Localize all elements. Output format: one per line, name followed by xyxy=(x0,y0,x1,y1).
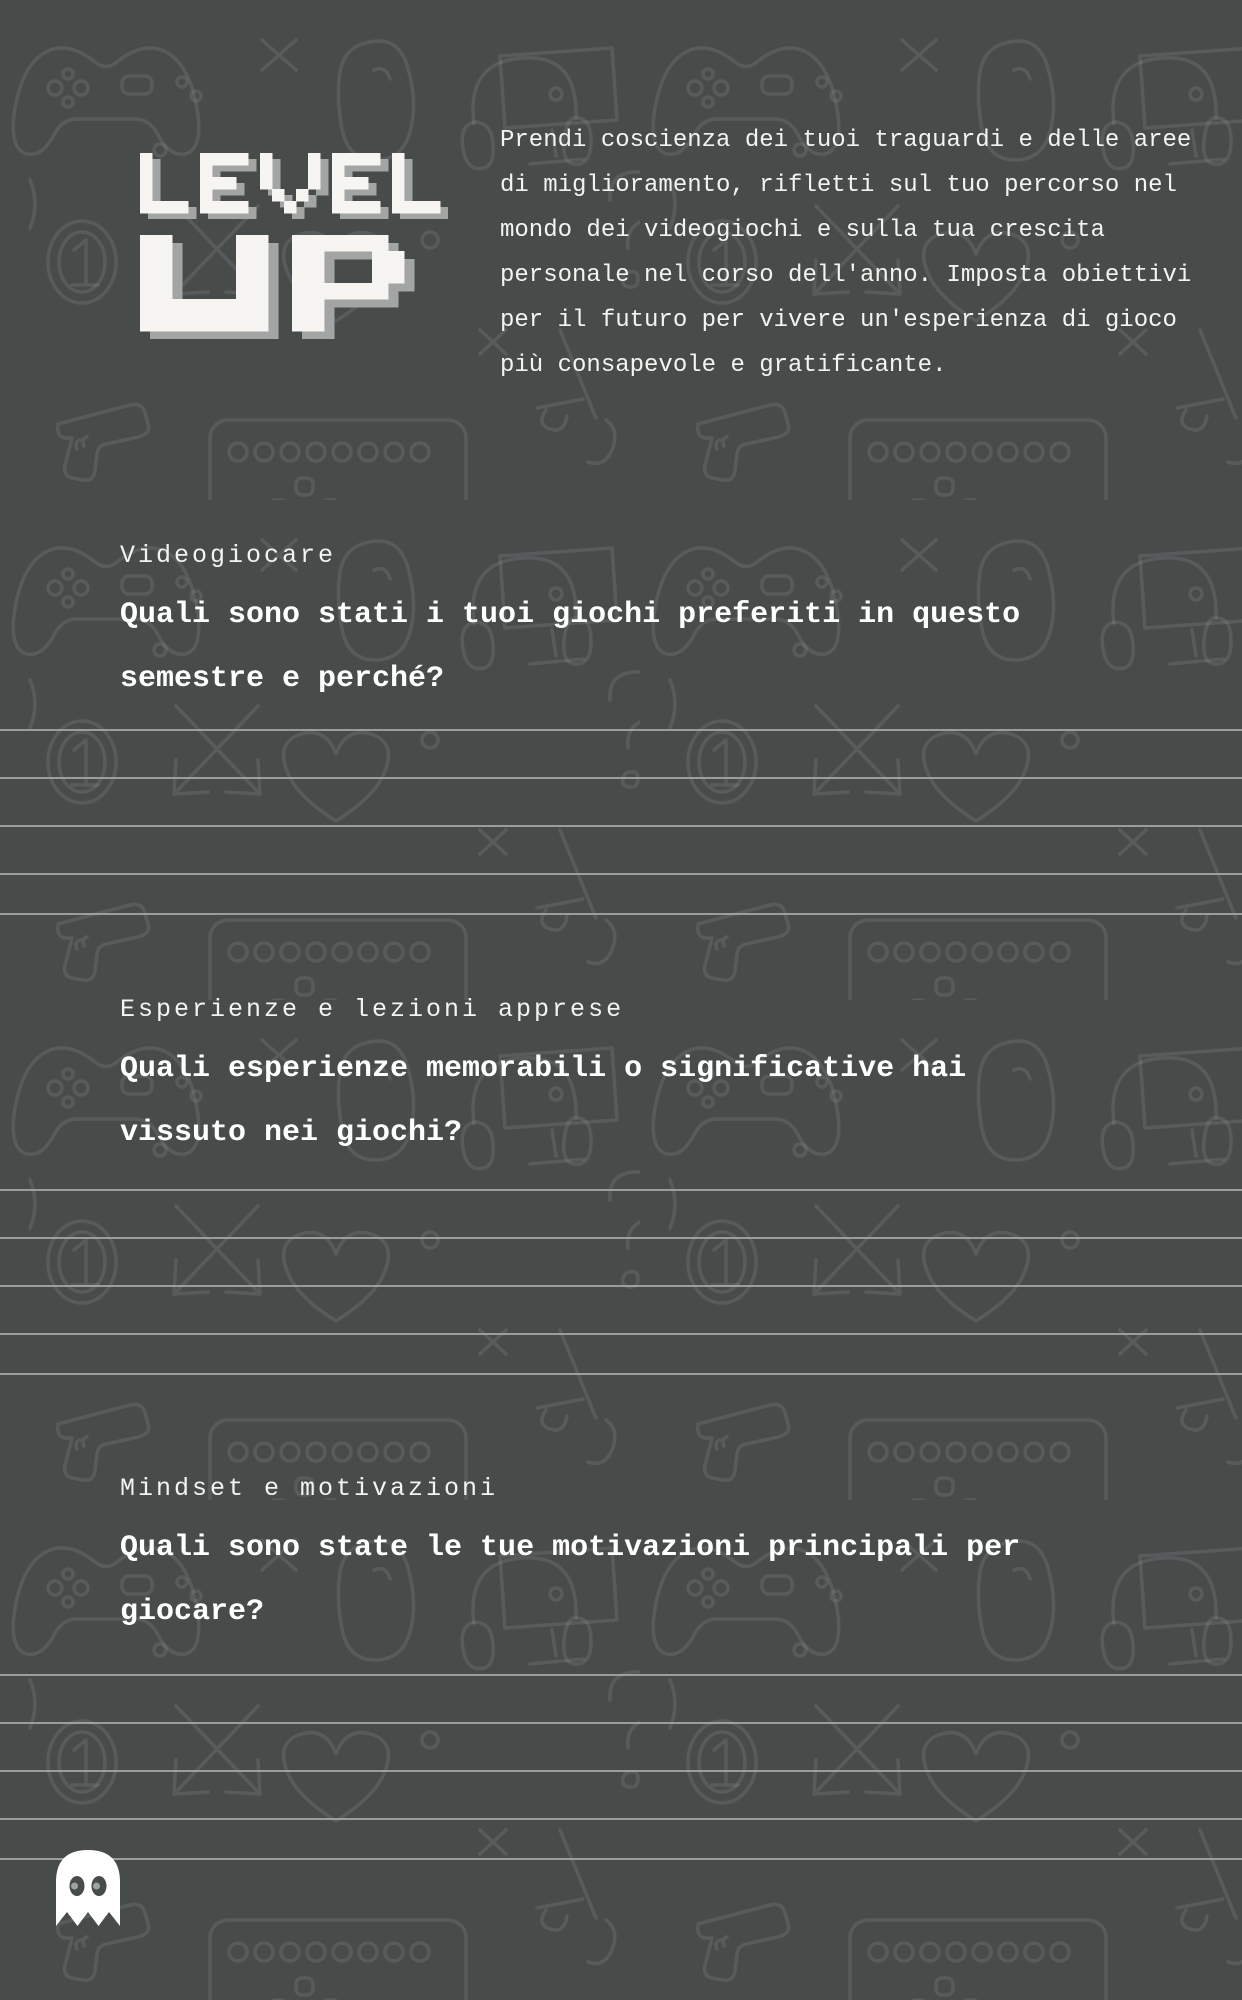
level-up-logo xyxy=(140,153,448,339)
writing-line xyxy=(0,1237,1242,1239)
writing-line xyxy=(0,1722,1242,1724)
section-videogiocare xyxy=(0,541,1242,961)
writing-line xyxy=(0,1818,1242,1820)
writing-line xyxy=(0,825,1242,827)
intro-paragraph: Prendi coscienza dei tuoi traguardi e delle aree di miglioramento, rifletti sul tuo percorso nel mondo dei videogiochi e sulla tua crescita personale nel corso dell'anno. Imposta obiettivi per il futuro per vivere un'esperienza di gioco più consapevole e gratificante. xyxy=(500,127,1192,379)
writing-line xyxy=(0,777,1242,779)
section-question: Quali sono state le tue motivazioni principali per giocare? xyxy=(120,1531,1021,1629)
writing-line xyxy=(0,1285,1242,1287)
section-mindset xyxy=(0,1474,1242,1894)
writing-line xyxy=(0,1858,1242,1860)
section-question: Quali sono stati i tuoi giochi preferiti in questo semestre e perché? xyxy=(120,598,1021,696)
section-label: Mindset e motivazioni xyxy=(120,1474,499,1503)
writing-line xyxy=(0,1333,1242,1335)
section-question: Quali esperienze memorabili o significative hai vissuto nei giochi? xyxy=(120,1052,967,1150)
logo-word-level xyxy=(140,153,448,219)
writing-line xyxy=(0,1189,1242,1191)
ghost-icon xyxy=(54,1846,122,1928)
logo-word-up xyxy=(140,235,430,339)
section-esperienze xyxy=(0,995,1242,1415)
section-label: Esperienze e lezioni apprese xyxy=(120,995,625,1024)
writing-line xyxy=(0,1674,1242,1676)
writing-line xyxy=(0,913,1242,915)
writing-line xyxy=(0,729,1242,731)
section-label: Videogiocare xyxy=(120,541,337,570)
writing-line xyxy=(0,1770,1242,1772)
writing-line xyxy=(0,1373,1242,1375)
pacman-ghost-icon xyxy=(54,1846,122,1928)
writing-line xyxy=(0,873,1242,875)
